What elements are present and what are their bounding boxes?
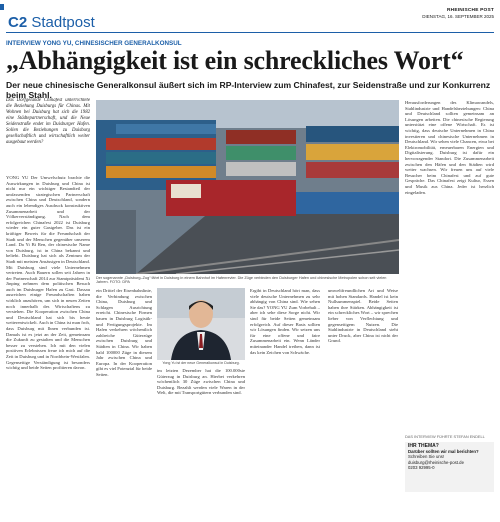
article-teaser: Der neue chinesische Generalkonsul äußert sich im RP-Interview zum Chinafest, zur Seidenstraße und zur Konkurrenz beim Stahl. — [6, 80, 491, 100]
article-column-4: Ergibt in Deutschland hört man, dass viele deutsche Unternehmen zu sehr abhängig von China sind. Wie sehen Sie das? YONG YU Zum Vorbehalt – aber ich sehe diese Sorge nicht. Wir sind für beide Seiten gemeinsam erfolgreich. Auf dieser Basis sollten wir Lösungen finden. Wir setzen uns für eine offene und faire Zusammenarbeit ein. Wenn Länder miteinander Handel treiben, dann ist das kein Zeichen von Schwäche. — [250, 288, 320, 355]
contact-box-line1: Darüber sollten wir mal berichten? — [408, 449, 479, 455]
contact-box-title: IHR THEMA? — [408, 443, 439, 449]
section-number: C2 — [8, 14, 28, 31]
container-train-photo — [96, 100, 399, 274]
portrait-caption: Yong Yu ist der neue Generalkonsul in Duisburg. — [162, 361, 240, 365]
article-column-3: im letzten Dezember hat die 100.000ste Güterzug in Duisburg an. Hierbei verkehren wöchentlich 30 Züge zwischen China und Duisburg. Bezahlt werden viele Waren in der Welt, die mit Transportgütern verbunden sind. — [157, 368, 245, 396]
portrait-photo — [157, 288, 245, 360]
article-column-5: umweltfreundlichen Art und Weise mit hohen Standards. Handel ist kein Nullsummenspiel. Beide Seiten haben ihre Stärken. Abhängigkeit ist ein schreckliches Wort – wir sprechen lieber von Verflechtung und gegenseitigem Nutzen. Die Stahlindustrie in Deutschland steht unter Druck, aber China ist nicht der Grund. — [328, 288, 398, 344]
section-name: Stadtpost — [31, 14, 95, 31]
newspaper-name: RHEINISCHE POST — [447, 8, 494, 13]
section-title — [8, 14, 95, 31]
issue-date: DIENSTAG, 16. SEPTEMBER 2025 — [422, 14, 494, 19]
photo-credit: FOTO: DPA — [109, 280, 130, 284]
article-intro: Das Dorfgelände Chinafest unterrichtete die Beziehung Duisburgs für Chinas. Mit Wohnen bei Duisburg hat sich die 1982 eine Städtepartnerschaft, und die Neue Seidenstraße endet im Duisburger Hafen. Sollen die Beziehungen zu Duisburg gesellschaftlich und wirtschaftlich weiter ausgebaut werden? — [6, 98, 90, 145]
article-headline: „Abhängigkeit ist ein schreckliches Wort“ — [6, 46, 464, 75]
article-column-2: ein Drittel der Eisenbahnlinie, die Verbindung zwischen China, Duisburg und Schlagen Ausrichtung erreicht. Chinesische Firmen bauen in Duisburg Logistik- und Fertigungsprojekte. Im Hafen verkehren wöchentlich zahlreiche Güterzüge zwischen Duisburg und Städten in China. Wir haben bald 100000 Züge in diesem Jahr zwischen China und Europa. In der Kooperation gibt es viel Potenzial für beide Seiten. — [96, 288, 152, 377]
page-header — [0, 0, 500, 44]
photo-caption-text: Der sogenannte „Duisburg–Zug“ fährt in Duisburg in einem Bahnhof im Hafenrevier. Die Züge verbinden den Duisburger Hafen und chinesische Metropolen schon seit vielen Jahren. — [96, 276, 387, 284]
reader-contact-box — [405, 442, 494, 492]
photo-caption — [96, 276, 399, 284]
contact-phone: 0203 92995-0 — [408, 464, 435, 470]
article-column-1: YONG YU Der Umwelschutz brachte die Auswirkungen in Duisburg und China ist nicht nur ein wichtiger Bestandteil der umfassenden strategischen Partnerschaft zwischen China und Deutschland, sondern auch ein lebendiges Ausdruck konstruktiven Zusammenarbeit und der Völkerverständigung. Nach dem erfolgreichen Chinafest 2022 ist Duisburg wieder ein guter Gastgeber. Das ist ein kräftiger Beweis für die Freundschaft der Stadt und der Menschen gegenüber unserem Land. Da Yi Bi Ren, der chinesische Name von Duisburg, ist in China bekannt und beliebt. Duisburg hat sich als Zentrum der Stadt mit meisten Ansässigen in Deutschland. Mit Duisburg sind viele Unternehmen vertreten. Auch Bauern sollen seit Jahren in der Partnerschaft 2014 zur Stamtpräsident Xi Jinping nehmen dem politischen Besuch auch im Duisburger Hafen zu Gast. Dassau ausreichen einige Freundschaften haben wirklich anzuhören, um sich in neuen Zeiten noch innerhalb des Wirtschaftens zu verstehen. Die Kooperation zwischen China und Deutschland hat sich bis heute weiterentwickelt. Auch in China ist man froh, dass Duisburg mit Ihnen verbunden ist. Damals ist es jetzt an der Zeit, gemeinsam die Zukunft zu gestalten und die Menschen besser zu verstehen. Ich mit den vielen positiven Erlebnissen freue ich mich auf die Zeit in Duisburg und in Nordrhein-Westfalen. Gegenseitige Verständigung ist besonders wichtig und beide Seiten profitieren davon. — [6, 175, 90, 371]
contact-box-line2: Schreiben Sie uns! — [408, 454, 445, 460]
header-divider — [6, 32, 494, 33]
contact-email-link[interactable]: duisburg@rheinische-post.de — [408, 459, 464, 465]
author-line: DAS INTERVIEW FÜHRTE STEFAN ENDELL — [405, 434, 485, 439]
article-column-6: Herausforderungen des Klimawandels, Stahlindustrie und Handelsbeziehungen: China und Deutschland sollten gemeinsam an Lösungen arbeiten. Die chinesische Regierung unterstützt eine offene Wirtschaft. Es ist wichtig, dass deutsche Unternehmen in China investieren und chinesische Unternehmen in Deutschland. Wir sehen viele Chancen, etwa bei Elektromobilität, erneuerbaren Energien und Digitalisierung. Duisburg ist dafür ein hervorragender Standort. Die Zusammenarbeit zwischen den Häfen und den Städten wird weiter wachsen. Wir freuen uns auf viele Besucher beim Chinafest und auf gute Gespräche. Das Chinafest zeigt Kultur, Essen und Musik aus China. Jeder ist herzlich eingeladen. — [405, 100, 494, 195]
article-kicker: INTERVIEW YONG YU, CHINESISCHER GENERALKONSUL — [6, 40, 182, 47]
section-accent-bar — [0, 4, 4, 10]
